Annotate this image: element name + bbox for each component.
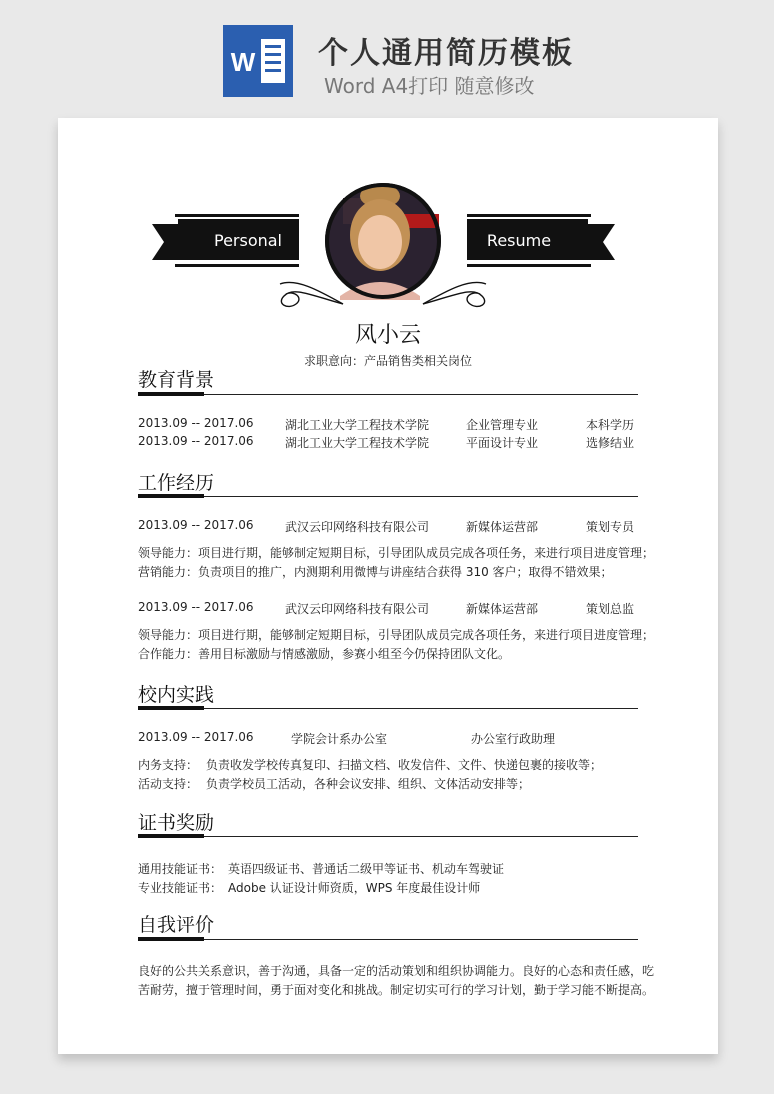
section-title: 教育背景 — [138, 369, 215, 391]
campus-item-text: 负责收发学校传真复印、扫描文档、收发信件、文件、快递包裹的接收等； — [206, 758, 603, 772]
campus-org: 学院会计系办公室 — [291, 732, 388, 746]
job-detail: 营销能力：负责项目的推广，内测期利用微博与讲座结合获得 310 客户；取得不错效果； — [138, 565, 613, 579]
job-company: 武汉云印网络科技有限公司 — [285, 520, 430, 534]
self-eval-line: 苦耐劳，擅于管理时间，勇于面对变化和挑战。制定切实可行的学习计划，勤于学习能不断提高。 — [138, 983, 655, 997]
word-logo-icon — [223, 25, 293, 97]
job-role: 策划总监 — [586, 602, 635, 616]
job-company: 武汉云印网络科技有限公司 — [285, 602, 430, 616]
cert-label: 通用技能证书： — [138, 862, 223, 876]
job-dept: 新媒体运营部 — [466, 602, 539, 616]
candidate-name: 风小云 — [354, 323, 421, 348]
campus-role: 办公室行政助理 — [471, 732, 556, 746]
section-accent-bar — [138, 834, 204, 838]
ribbon-right — [467, 214, 615, 267]
ribbon-left-label: Personal — [213, 231, 283, 250]
avatar-photo — [325, 183, 441, 300]
ribbon-right-label: Resume — [486, 231, 552, 250]
edu-school: 湖北工业大学工程技术学院 — [285, 436, 430, 450]
section-divider — [138, 939, 638, 940]
top-banner — [0, 0, 774, 110]
section-divider — [138, 394, 638, 395]
section-divider — [138, 836, 638, 837]
job-detail: 领导能力：项目进行期，能够制定短期目标，引导团队成员完成各项任务，来进行项目进度管理； — [138, 628, 655, 642]
edu-degree: 选修结业 — [586, 436, 635, 450]
campus-item-label: 内务支持： — [138, 758, 199, 772]
edu-major: 企业管理专业 — [466, 418, 539, 432]
cert-text: 英语四级证书、普通话二级甲等证书、机动车驾驶证 — [228, 862, 505, 876]
logo-letter: W — [230, 47, 256, 77]
banner-subtitle: Word A4打印 随意修改 — [324, 74, 535, 98]
job-role: 策划专员 — [586, 520, 635, 534]
edu-date: 2013.09 -- 2017.06 — [138, 416, 254, 430]
job-dept: 新媒体运营部 — [466, 520, 539, 534]
edu-date: 2013.09 -- 2017.06 — [138, 434, 254, 448]
resume-page — [58, 118, 718, 1054]
section-divider — [138, 496, 638, 497]
section-accent-bar — [138, 392, 204, 396]
cert-text: Adobe 认证设计师资质，WPS 年度最佳设计师 — [228, 881, 481, 895]
section-title: 校内实践 — [138, 684, 215, 706]
edu-degree: 本科学历 — [586, 418, 635, 432]
section-title: 工作经历 — [138, 472, 215, 494]
section-title: 证书奖励 — [138, 812, 215, 834]
section-accent-bar — [138, 706, 204, 710]
edu-major: 平面设计专业 — [466, 436, 539, 450]
section-divider — [138, 708, 638, 709]
banner-title: 个人通用简历模板 — [318, 36, 574, 71]
section-accent-bar — [138, 937, 204, 941]
edu-school: 湖北工业大学工程技术学院 — [285, 418, 430, 432]
job-intent: 求职意向：产品销售类相关岗位 — [303, 354, 472, 368]
cert-label: 专业技能证书： — [138, 881, 223, 895]
campus-item-text: 负责学校员工活动，各种会议安排、组织、文体活动安排等； — [206, 777, 531, 791]
job-detail: 合作能力：善用目标激励与情感激励，参赛小组至今仍保持团队文化。 — [138, 647, 511, 661]
section-accent-bar — [138, 494, 204, 498]
campus-date: 2013.09 -- 2017.06 — [138, 730, 254, 744]
self-eval-line: 良好的公共关系意识，善于沟通，具备一定的活动策划和组织协调能力。良好的心态和责任感，吃 — [138, 964, 655, 978]
header-ornament — [58, 118, 718, 318]
section-title: 自我评价 — [138, 914, 215, 936]
campus-item-label: 活动支持： — [138, 777, 199, 791]
job-date: 2013.09 -- 2017.06 — [138, 518, 254, 532]
job-detail: 领导能力：项目进行期，能够制定短期目标，引导团队成员完成各项任务，来进行项目进度管理； — [138, 546, 655, 560]
job-date: 2013.09 -- 2017.06 — [138, 600, 254, 614]
ribbon-left — [152, 214, 299, 267]
